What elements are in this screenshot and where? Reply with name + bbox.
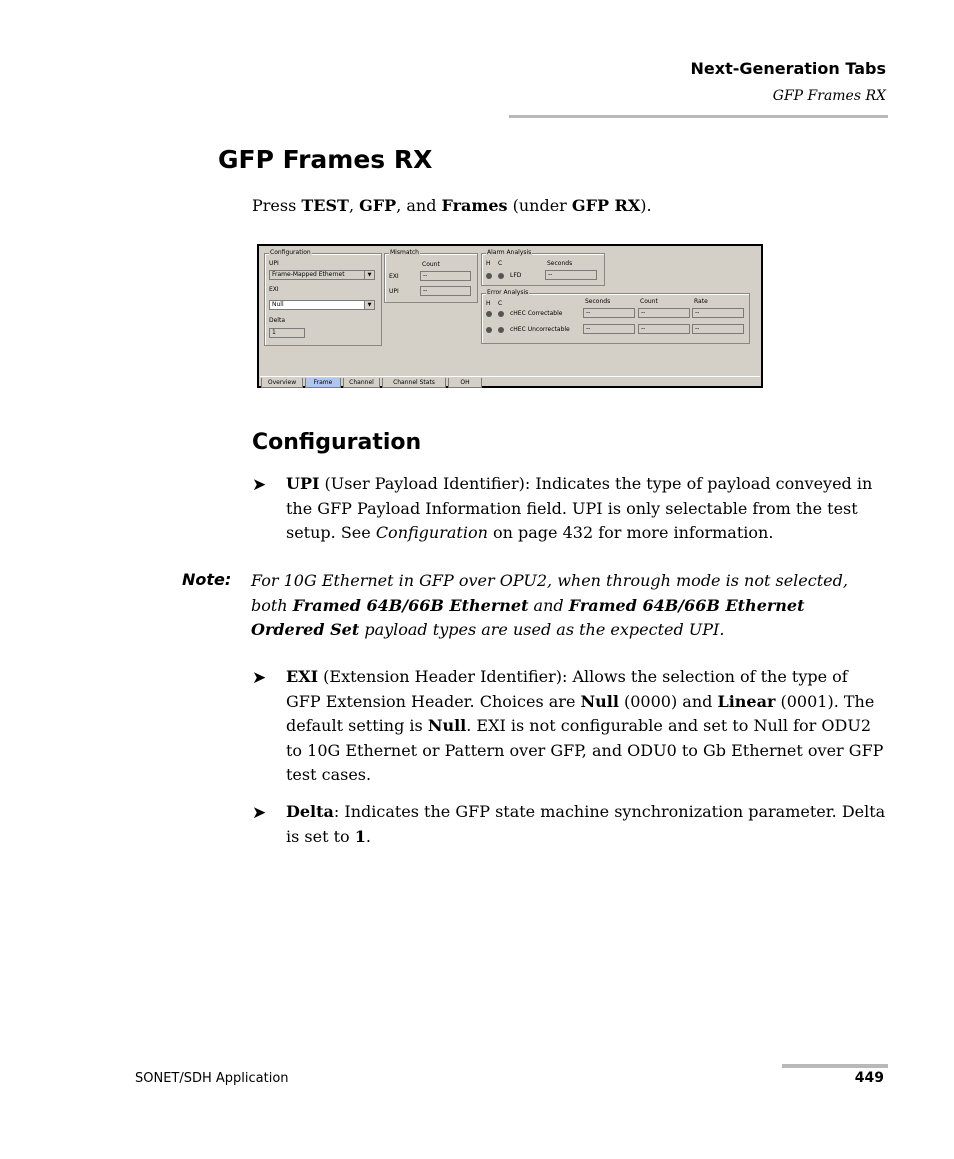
bullet-exi xyxy=(286,665,886,788)
footer-rule xyxy=(782,1064,888,1068)
chec-uncorrectable-count xyxy=(638,324,690,334)
error-seconds-header: Seconds xyxy=(585,298,611,305)
note-text xyxy=(251,569,876,643)
lfd-seconds-value: -- xyxy=(548,271,553,278)
chec-uncorrectable-seconds xyxy=(583,324,635,334)
instruction-text: (under xyxy=(507,196,572,215)
note-text-part: payload types are used as the expected UPI. xyxy=(359,620,725,639)
mismatch-upi-value: -- xyxy=(423,287,428,294)
instruction-text: ). xyxy=(640,196,652,215)
dropdown-arrow-icon[interactable]: ▼ xyxy=(364,271,374,279)
bullet-term: 1 xyxy=(354,826,366,846)
mismatch-upi-count xyxy=(420,286,471,296)
bullet-term: UPI xyxy=(286,474,320,493)
error-c-header: C xyxy=(498,300,503,307)
note-text-part: and xyxy=(528,595,569,615)
dropdown-arrow-icon[interactable]: ▼ xyxy=(364,301,374,309)
chec-correctable-count xyxy=(638,308,690,318)
running-header-subtitle: GFP Frames RX xyxy=(772,88,886,104)
tab-channel[interactable]: Channel xyxy=(343,378,380,388)
chec-uncorrectable-rate xyxy=(692,324,744,334)
gfp-frames-screenshot xyxy=(257,244,763,388)
error-analysis-group xyxy=(481,289,750,344)
error-rate-header: Rate xyxy=(694,298,708,305)
chec-correctable-rate-value: -- xyxy=(695,309,700,316)
chec-uncorrectable-label: cHEC Uncorrectable xyxy=(510,326,570,333)
exi-label: EXI xyxy=(269,286,279,293)
alarm-analysis-group xyxy=(481,249,605,286)
instruction-text: , and xyxy=(396,196,442,215)
tab-oh[interactable]: OH xyxy=(448,378,482,388)
chec-correctable-label: cHEC Correctable xyxy=(510,310,563,317)
lfd-label: LFD xyxy=(510,272,522,279)
exi-select[interactable] xyxy=(269,300,375,310)
bullet-text: (User Payload Identifier): Indicates the type of payload conveyed in the GFP Payload Information field. UPI is only selectable from the test setup. See xyxy=(286,474,873,542)
tab-channel-stats[interactable]: Channel Stats xyxy=(382,378,446,388)
bullet-term: Delta xyxy=(286,802,334,821)
instruction-term: Frames xyxy=(441,196,508,215)
note-term: Framed 64B/66B Ethernet xyxy=(292,595,529,615)
instruction-text: Press xyxy=(252,196,302,215)
alarm-analysis-title: Alarm Analysis xyxy=(487,249,532,256)
footer-document-title: SONET/SDH Application xyxy=(135,1071,289,1086)
tab-overview[interactable]: Overview xyxy=(261,378,303,388)
bullet-term: Linear xyxy=(717,691,776,711)
chec-correctable-seconds-value: -- xyxy=(586,309,591,316)
mismatch-upi-label: UPI xyxy=(389,288,399,295)
upi-select[interactable] xyxy=(269,270,375,280)
instruction-term: GFP xyxy=(359,196,397,215)
upi-label: UPI xyxy=(269,260,279,267)
mismatch-count-header: Count xyxy=(422,261,440,268)
error-h-header: H xyxy=(486,300,491,307)
bullet-text: (Extension Header Identifier): Allows the selection of the type of GFP Extension Header. Choices are xyxy=(286,667,848,711)
chec-correctable-count-value: -- xyxy=(641,309,646,316)
bullet-text: . EXI is not configurable and set to Null for ODU2 to 10G Ethernet or Pattern over GFP, and ODU0 to Gb Ethernet over GFP test cases. xyxy=(286,716,884,784)
mismatch-exi-count xyxy=(420,271,471,281)
lfd-history-led-icon xyxy=(486,273,492,279)
mismatch-exi-label: EXI xyxy=(389,273,399,280)
tab-bar xyxy=(260,376,760,389)
chec-uncorrectable-current-led-icon xyxy=(498,327,504,333)
mismatch-group xyxy=(384,249,478,303)
delta-field[interactable] xyxy=(269,328,305,338)
arrowhead-bullet-icon: ➤ xyxy=(252,803,267,823)
bullet-text: : Indicates the GFP state machine synchronization parameter. Delta is set to xyxy=(286,802,886,846)
delta-field-value: 1 xyxy=(272,329,276,336)
configuration-group-title: Configuration xyxy=(270,249,311,256)
lfd-seconds-field xyxy=(545,270,597,280)
configuration-group xyxy=(264,249,382,346)
chec-correctable-history-led-icon xyxy=(486,311,492,317)
bullet-text: (0001). The default setting is xyxy=(286,691,875,735)
cross-reference-link[interactable]: Configuration xyxy=(375,523,488,542)
arrowhead-bullet-icon: ➤ xyxy=(252,475,267,495)
note-term: Framed 64B/66B Ethernet Ordered Set xyxy=(251,595,805,639)
header-rule xyxy=(509,115,888,118)
mismatch-group-title: Mismatch xyxy=(390,249,419,256)
chec-uncorrectable-seconds-value: -- xyxy=(586,325,591,332)
error-analysis-title: Error Analysis xyxy=(487,289,529,296)
bullet-text: (0000) and xyxy=(618,691,718,711)
delta-label: Delta xyxy=(269,317,286,324)
chec-correctable-current-led-icon xyxy=(498,311,504,317)
instruction-term: GFP RX xyxy=(571,196,641,215)
alarm-h-header: H xyxy=(486,260,491,267)
arrowhead-bullet-icon: ➤ xyxy=(252,668,267,688)
bullet-upi xyxy=(286,472,886,546)
chec-uncorrectable-count-value: -- xyxy=(641,325,646,332)
alarm-seconds-header: Seconds xyxy=(547,260,573,267)
page-number: 449 xyxy=(854,1070,884,1086)
bullet-term: EXI xyxy=(286,667,319,686)
tab-frame[interactable]: Frame xyxy=(305,378,341,388)
section-heading: Configuration xyxy=(252,430,422,455)
instruction-term: TEST xyxy=(301,196,349,215)
lfd-current-led-icon xyxy=(498,273,504,279)
note-label: Note: xyxy=(182,570,232,589)
bullet-term: Null xyxy=(427,716,467,735)
chec-correctable-rate xyxy=(692,308,744,318)
upi-select-value: Frame-Mapped Ethernet xyxy=(272,271,345,278)
mismatch-exi-value: -- xyxy=(423,272,428,279)
error-count-header: Count xyxy=(640,298,658,305)
bullet-term: Null xyxy=(580,691,619,711)
exi-select-value: Null xyxy=(272,301,284,308)
bullet-delta xyxy=(286,800,886,849)
chec-uncorrectable-history-led-icon xyxy=(486,327,492,333)
chec-uncorrectable-rate-value: -- xyxy=(695,325,700,332)
note-text-part: For 10G Ethernet in GFP over OPU2, when through mode is not selected, both xyxy=(251,571,848,615)
alarm-c-header: C xyxy=(498,260,503,267)
bullet-text: . xyxy=(365,826,371,846)
page-title: GFP Frames RX xyxy=(218,145,433,174)
chec-correctable-seconds xyxy=(583,308,635,318)
instruction-text: , xyxy=(348,196,360,215)
instruction-line xyxy=(252,196,652,215)
running-header-title: Next-Generation Tabs xyxy=(690,59,886,78)
bullet-text: on page 432 for more information. xyxy=(487,523,774,542)
